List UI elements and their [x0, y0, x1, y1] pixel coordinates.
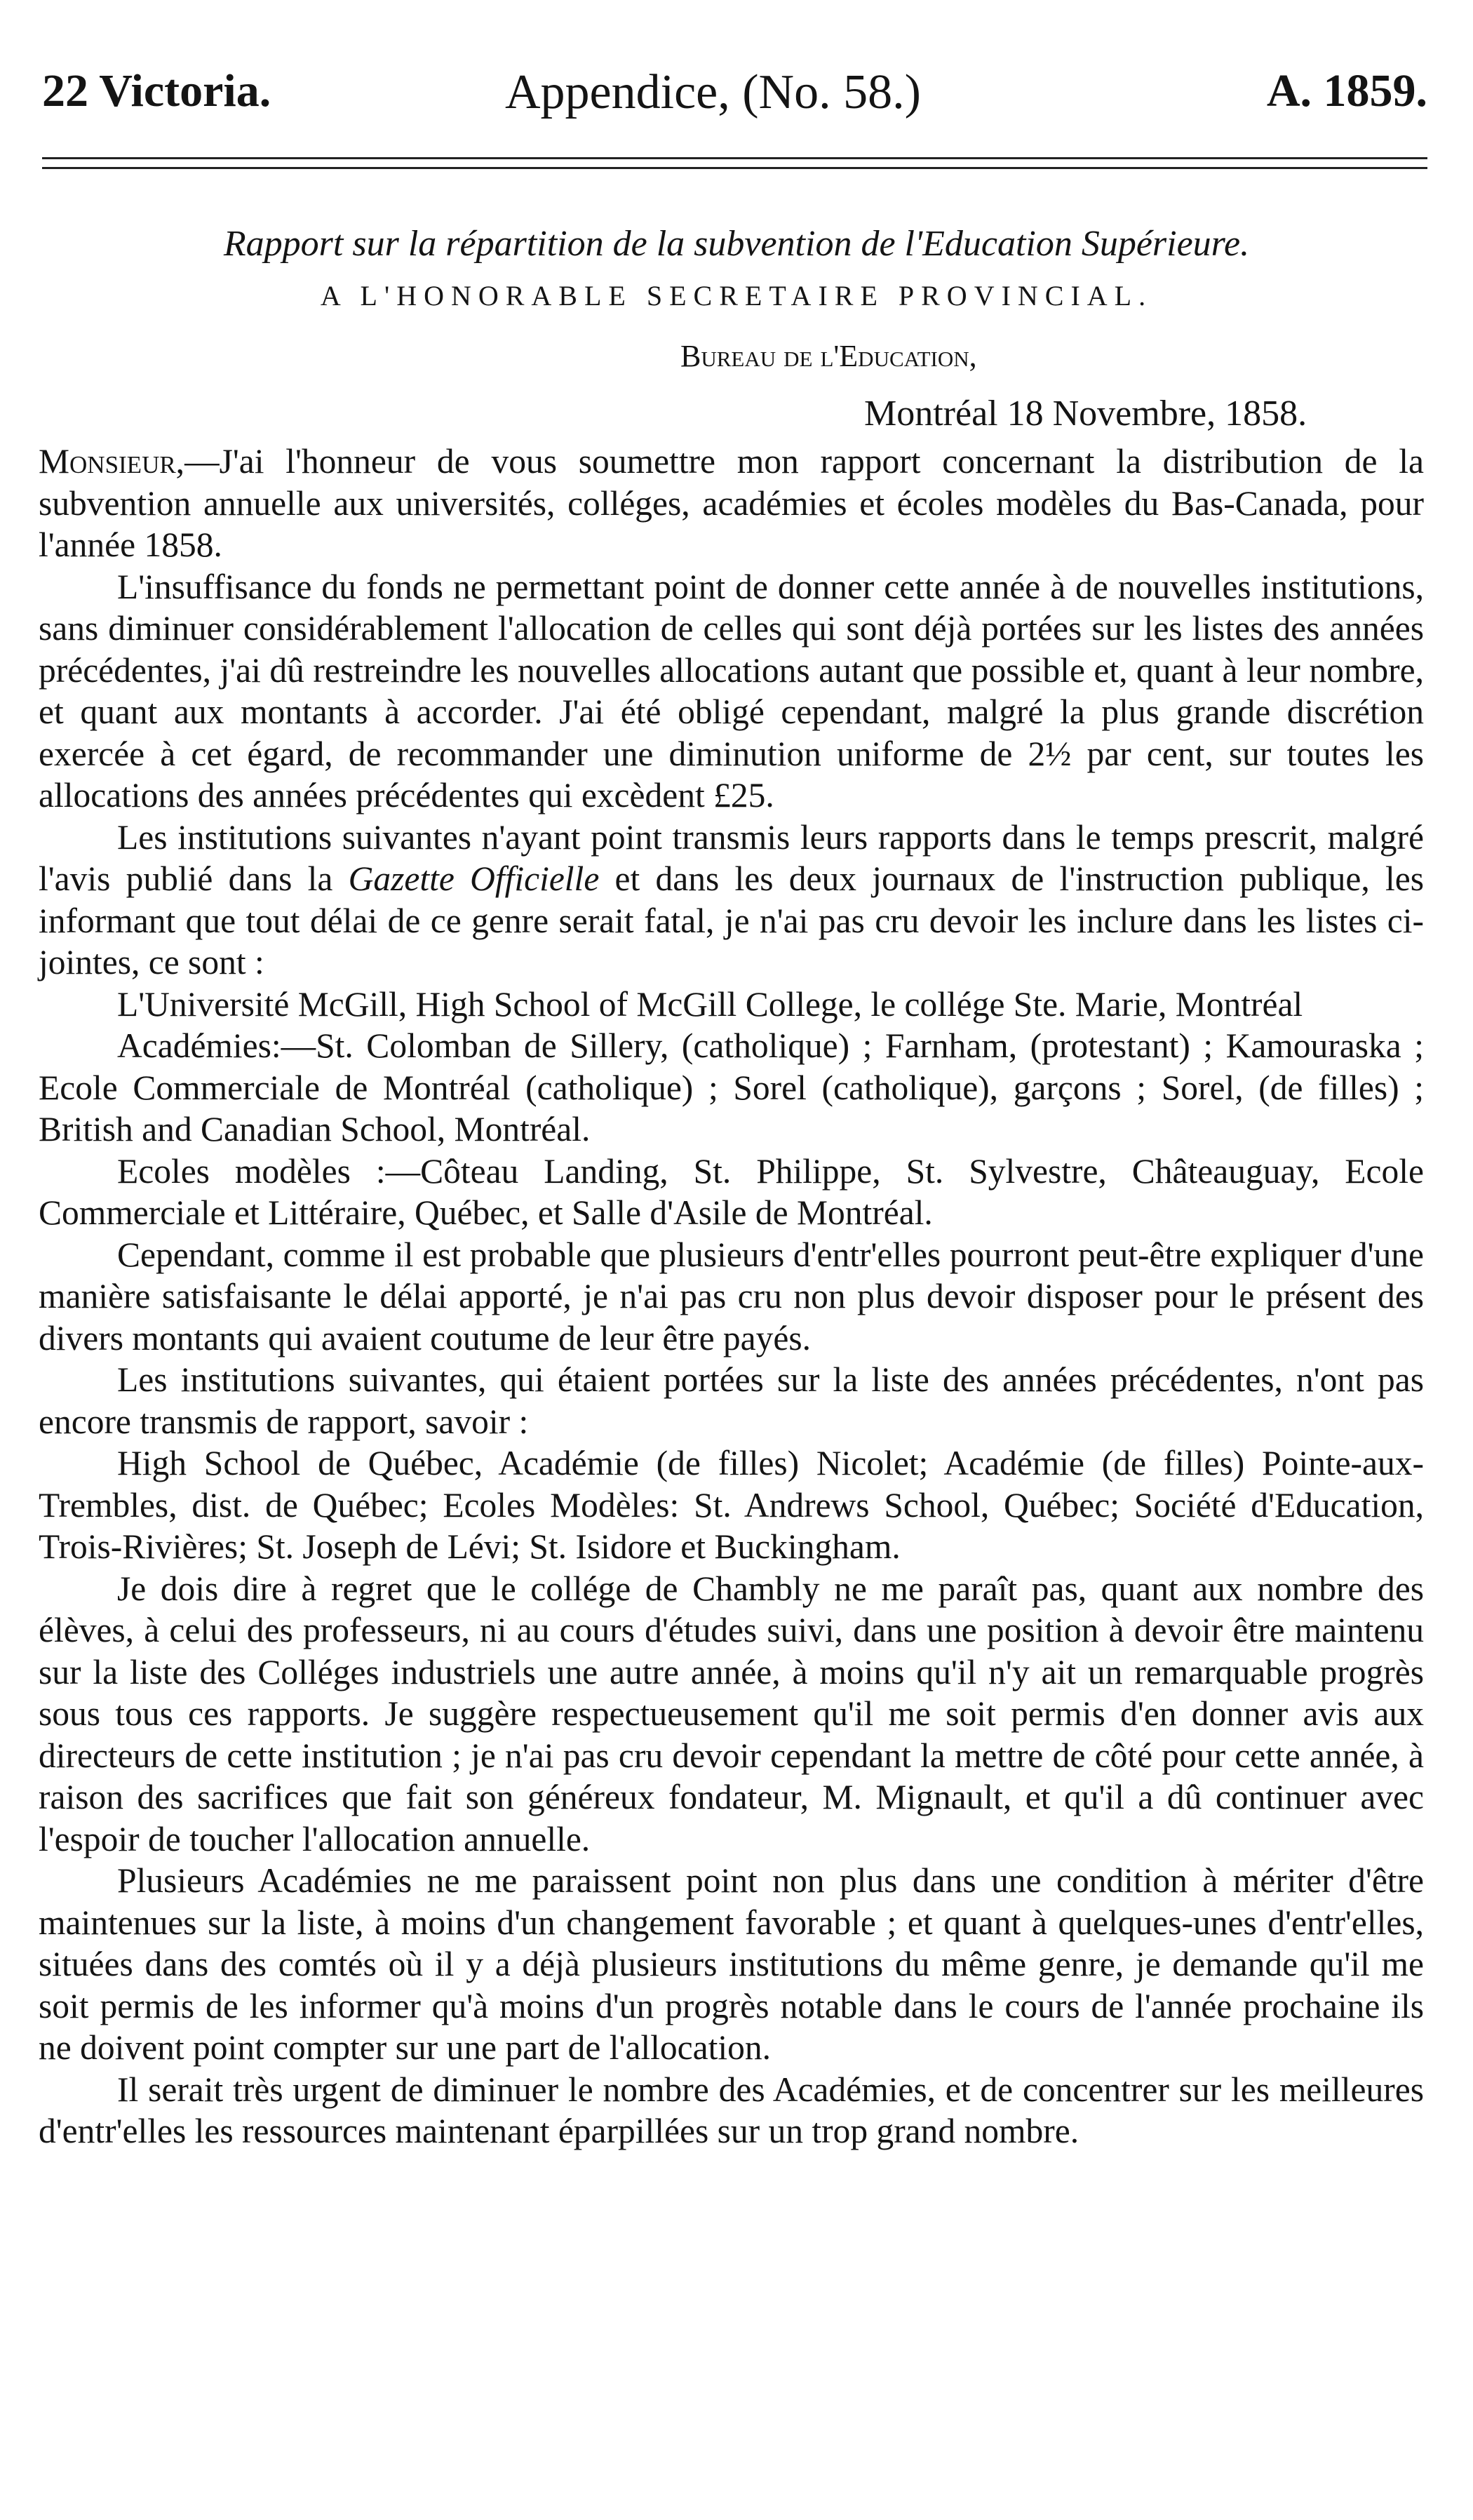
- running-header: [42, 65, 1427, 121]
- paragraph-universities: L'Université McGill, High School of McGill College, le collége Ste. Marie, Montréal: [117, 984, 1303, 1024]
- header-year: A. 1859.: [1266, 65, 1427, 116]
- paragraph-however: Cependant, comme il est probable que plusieurs d'entr'elles pourront peut-être expliquer d'une manière satisfaisante le délai apporté, je n'ai pas cru non plus devoir disposer pour le présent des divers montants qui avaient coutume de leur être payés.: [39, 1235, 1424, 1358]
- header-session: 22 Victoria.: [42, 65, 271, 116]
- report-body: [39, 441, 1424, 2152]
- late-reports-text-a: Les institutions suivantes n'ayant point transmis leurs rapports dans le temps prescrit, malgré l'avis publié dans la: [39, 817, 1424, 898]
- report-title: Rapport sur la répartition de la subvention de l'Education Supérieure.: [223, 224, 1250, 264]
- paragraph-late-reports: [39, 817, 1424, 984]
- header-rule-bottom: [42, 167, 1427, 169]
- paragraph-missing-list: High School de Québec, Académie (de filles) Nicolet; Académie (de filles) Pointe-aux-Trembles, dist. de Québec; Ecoles Modèles: St. Andrews School, Québec; Société d'Education, Trois-Rivières; St. Joseph de Lévi; St. Isidore et Buckingham.: [39, 1444, 1424, 1566]
- paragraph-model-schools: Ecoles modèles :—Côteau Landing, St. Philippe, St. Sylvestre, Châteauguay, Ecole Commerciale et Littéraire, Québec, et Salle d'Asile de Montréal.: [39, 1151, 1424, 1232]
- dateline: Montréal 18 Novembre, 1858.: [864, 394, 1307, 434]
- paragraph-missing-reports: Les institutions suivantes, qui étaient portées sur la liste des années précédentes, n'ont pas encore transmis de rapport, savoir :: [39, 1360, 1424, 1441]
- late-reports-text-b: et dans les deux journaux de l'instruction publique, les informant que tout délai de ce genre serait fatal, je n'ai pas cru devoir les inclure dans les listes ci-jointes, ce sont :: [39, 859, 1424, 981]
- paragraph-academies: Académies:—St. Colomban de Sillery, (catholique) ; Farnham, (protestant) ; Kamouraska ; Ecole Commerciale de Montréal (catholique) ; Sorel (catholique), garçons ; Sorel, (de filles) ; British and Canadian School, Montréal.: [39, 1026, 1424, 1148]
- addressee: A L'HONORABLE SECRETAIRE PROVINCIAL.: [320, 280, 1153, 311]
- sender-office: Bureau de l'Education,: [680, 339, 977, 373]
- header-appendix: Appendice, (No. 58.): [505, 65, 921, 119]
- opening-text: —J'ai l'honneur de vous soumettre mon rapport concernant la distribution de la subvention annuelle aux universités, colléges, académies et écoles modèles du Bas-Canada, pour l'année 1858.: [39, 442, 1424, 564]
- paragraph-conclusion: Il serait très urgent de diminuer le nombre des Académies, et de concentrer sur les meilleures d'entr'elles les ressources maintenant éparpillées sur un trop grand nombre.: [39, 2070, 1424, 2150]
- salutation: Monsieur,: [39, 442, 185, 481]
- paragraph-several-academies: Plusieurs Académies ne me paraissent point non plus dans une condition à mériter d'être maintenues sur la liste, à moins d'un changement favorable ; et quant à quelques-unes d'entr'elles, situées dans des comtés où il y a déjà plusieurs institutions du même genre, je demande qu'il me soit permis de les informer qu'à moins d'un progrès notable dans le cours de l'année prochaine ils ne doivent point compter sur une part de l'allocation.: [39, 1861, 1424, 2067]
- gazette-title: Gazette Officielle: [348, 859, 600, 898]
- paragraph-chambly: Je dois dire à regret que le collége de Chambly ne me paraît pas, quant aux nombre des élèves, à celui des professeurs, ni au cours d'études suivi, dans une position à devoir être maintenu sur la liste des Colléges industriels une autre année, à moins qu'il n'y ait un remarquable progrès sous tous ces rapports. Je suggère respectueusement qu'il me soit permis d'en donner avis aux directeurs de cette institution ; je n'ai pas cru devoir cependant la mettre de côté pour cette année, à raison des sacrifices que fait son généreux fondateur, M. Mignault, et qu'il a dû continuer avec l'espoir de toucher l'allocation annuelle.: [39, 1569, 1424, 1858]
- header-rule-top: [42, 157, 1427, 159]
- paragraph-insufficiency: L'insuffisance du fonds ne permettant point de donner cette année à de nouvelles institutions, sans diminuer considérablement l'allocation de celles qui sont déjà portées sur les listes des années précédentes, j'ai dû restreindre les nouvelles allocations autant que possible et, quant à leur nombre, et quant aux montants à accorder. J'ai été obligé cependant, malgré la plus grande discrétion exercée à cet égard, de recommander une diminution uniforme de 2½ par cent, sur toutes les allocations des années précédentes qui excèdent £25.: [39, 567, 1424, 815]
- paragraph-opening: [39, 441, 1424, 566]
